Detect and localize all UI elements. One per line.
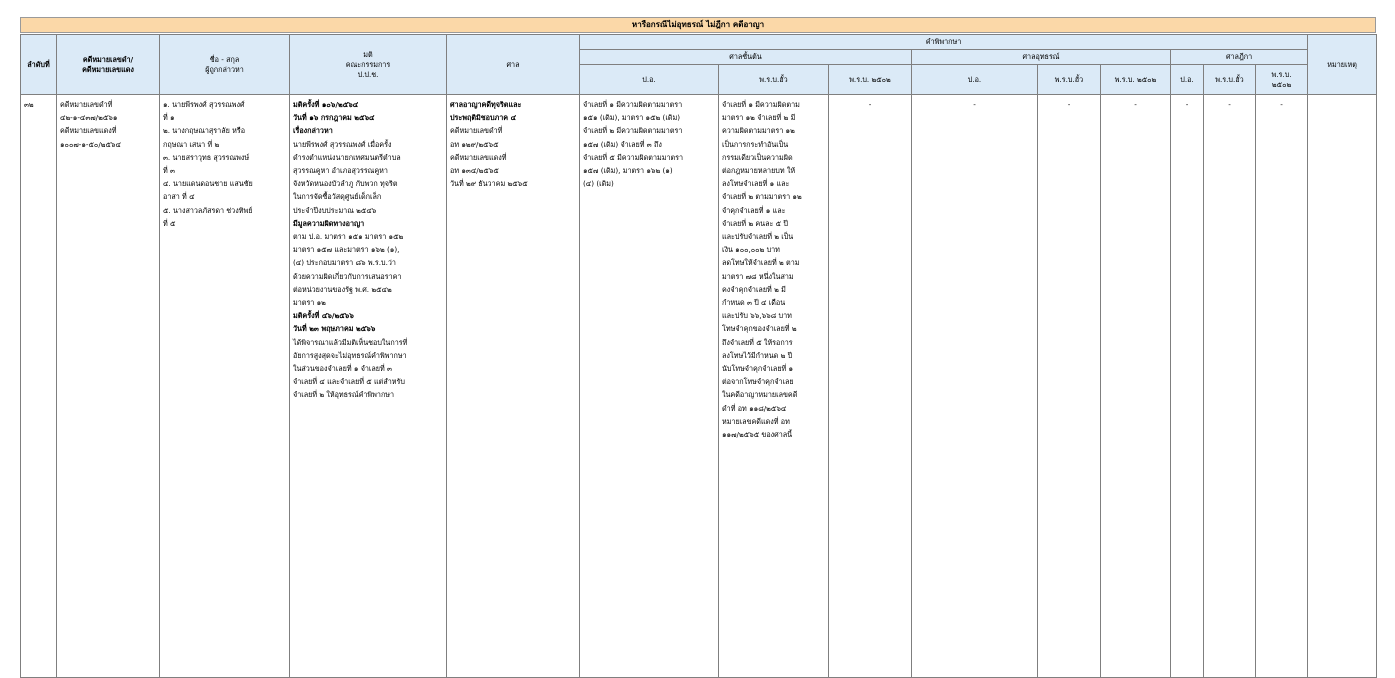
header-case-no: คดีหมายเลขดำ/ คดีหมายเลขแดง xyxy=(57,35,160,95)
cell-appeal-prb2502: - xyxy=(1101,95,1171,678)
text-line: จำเลยที่ ๒ มีความผิดตามมาตรา xyxy=(583,126,683,136)
text-line: ได้พิจารณาแล้วมีมติเห็นชอบในการที่ xyxy=(293,337,408,347)
cell-supreme-prb: - xyxy=(1204,95,1256,678)
text-line: และปรับจำเลยที่ ๒ เป็น xyxy=(722,232,794,242)
text-line: ที่ ๓ xyxy=(163,166,175,176)
cell-seq: ๓๒ xyxy=(21,95,57,678)
header-remark: หมายเหตุ xyxy=(1308,35,1377,95)
header-verdict: คำพิพากษา xyxy=(580,35,1308,50)
text-line: ต่อจากโทษจำคุกจำเลย xyxy=(722,377,794,387)
text-line: นับโทษจำคุกจำเลยที่ ๑ xyxy=(722,364,794,374)
text-line: ถึงจำเลยที่ ๕ ให้รอการ xyxy=(722,337,793,347)
text-line: (๔) ประกอบมาตรา ๘๖ พ.ร.บ.ว่า xyxy=(293,258,396,268)
text-line: ที่ ๕ xyxy=(163,218,176,228)
cell-appeal-prb: - xyxy=(1038,95,1101,678)
text-line: จำเลยที่ ๒ ให้อุทธรณ์คำพิพากษา xyxy=(293,390,395,400)
text-line: ๑๑๗/๒๕๖๕ ของศาลนี้ xyxy=(722,430,793,440)
text-line: ๑๕๗ (เดิม) จำเลยที่ ๓ ถึง xyxy=(583,139,662,149)
text-line: ต่อกฎหมายหลายบท ให้ xyxy=(722,166,796,176)
text-line: (๔) (เดิม) xyxy=(583,179,614,189)
text-line: เรื่องกล่าวหา xyxy=(293,126,333,136)
text-line: กำหนด ๓ ปี ๔ เดือน xyxy=(722,298,786,308)
case-table xyxy=(20,34,1377,678)
header-name: ชื่อ - สกุล ผู้ถูกกล่าวหา xyxy=(160,35,290,95)
cell-first-prb xyxy=(719,95,829,678)
text-line: ๔. นายแดนดอนชาย แสนชัย xyxy=(163,179,253,189)
text-line: มีมูลความผิดทางอาญา xyxy=(293,218,365,228)
header-first-po: ป.อ. xyxy=(580,65,719,95)
text-line: นายพีรพงศ์ สุวรรณพงศ์ เมื่อครั้ง xyxy=(293,139,392,149)
header-supreme-prb: พ.ร.บ.ฮั้ว xyxy=(1204,65,1256,95)
text-line: ๑๕๗ (เดิม), มาตรา ๑๖๒ (๑) xyxy=(583,166,673,176)
text-line: ในคดีอาญาหมายเลขคดี xyxy=(722,390,798,400)
text-line: ๑. นายพีรพงศ์ สุวรรณพงศ์ xyxy=(163,100,245,109)
header-appeal-court: ศาลอุทธรณ์ xyxy=(912,50,1171,65)
text-line: ๒. นางกฤษณาสุราลัย หรือ xyxy=(163,126,246,136)
text-line: เป็นการกระทำอันเป็น xyxy=(722,139,789,149)
text-line: จำเลยที่ ๕ มีความผิดตามมาตรา xyxy=(583,152,684,162)
text-line: ลงโทษจำเลยที่ ๑ และ xyxy=(722,179,790,189)
text-line: ต่อหน่วยงานของรัฐ พ.ศ. ๒๕๔๒ xyxy=(293,284,392,294)
text-line: อาสา ที่ ๔ xyxy=(163,192,195,202)
text-line: จำเลยที่ ๒ คนละ ๕ ปี xyxy=(722,218,788,228)
text-line: ดำที่ อท ๑๑๘/๒๕๖๔ xyxy=(722,403,787,413)
text-line: จำเลยที่ ๑ มีความผิดตามมาตรา xyxy=(583,100,683,109)
text-line: และปรับ ๖๖,๖๖๘ บาท xyxy=(722,311,792,321)
table-title: หารือกรณีไม่อุทธรณ์ ไม่ฎีกา คดีอาญา xyxy=(20,17,1376,33)
text-line: ศาลอาญาคดีทุจริตและ xyxy=(450,100,522,109)
text-line: คดีหมายเลขดำที่ xyxy=(450,126,503,136)
text-line: ในส่วนของจำเลยที่ ๑ จำเลยที่ ๓ xyxy=(293,364,392,374)
text-line: กรรมเดียวเป็นความผิด xyxy=(722,152,793,162)
text-line: จังหวัดหนองบัวลำภู กับพวก ทุจริต xyxy=(293,179,398,189)
text-line: มติครั้งที่ ๑๐๖/๒๕๖๔ xyxy=(293,100,359,109)
text-line: อท ๑๒๙/๒๕๖๕ xyxy=(450,139,499,149)
text-line: มติครั้งที่ ๔๖/๒๕๖๖ xyxy=(293,311,354,321)
header-supreme-po: ป.อ. xyxy=(1171,65,1204,95)
header-seq: ลำดับที่ xyxy=(21,35,57,95)
text-line: หมายเลขคดีแดงที่ อท xyxy=(722,416,790,426)
text-line: ลดโทษให้จำเลยที่ ๒ ตาม xyxy=(722,258,800,268)
table-row xyxy=(21,95,1377,678)
header-court: ศาล xyxy=(447,35,580,95)
text-line: ที่ ๑ xyxy=(163,113,175,123)
text-line: จำเลยที่ ๒ ตามมาตรา ๑๒ xyxy=(722,192,802,202)
text-line: ความผิดตามมาตรา ๑๒ xyxy=(722,126,795,136)
header-appeal-prb2502: พ.ร.บ. ๒๕๐๒ xyxy=(1101,65,1171,95)
header-appeal-po: ป.อ. xyxy=(912,65,1038,95)
header-first-prb2502: พ.ร.บ. ๒๕๐๒ xyxy=(829,65,912,95)
cell-appeal-po: - xyxy=(912,95,1038,678)
header-appeal-prb: พ.ร.บ.ฮั้ว xyxy=(1038,65,1101,95)
text-line: มาตรา ๗๘ หนึ่งในสาม xyxy=(722,271,794,281)
header-supreme-prb2502: พ.ร.บ. ๒๕๐๒ xyxy=(1256,65,1308,95)
text-line: วันที่ ๒๓ พฤษภาคม ๒๕๖๖ xyxy=(293,324,376,334)
text-line: ลงโทษไว้มีกำหนด ๒ ปี xyxy=(722,350,793,360)
text-line: มาตรา ๑๒ จำเลยที่ ๒ มี xyxy=(722,113,796,123)
text-line: วันที่ ๒๙ ธันวาคม ๒๕๖๕ xyxy=(450,179,528,189)
text-line: มาตรา ๑๕๗ และมาตรา ๑๖๒ (๑), xyxy=(293,245,400,255)
text-line: มาตรา ๑๒ xyxy=(293,298,326,308)
text-line: ด้วยความผิดเกี่ยวกับการเสนอราคา xyxy=(293,271,402,281)
header-resolution: มติ คณะกรรมการ ป.ป.ช. xyxy=(290,35,447,95)
text-line: กฤษณา เสนา ที่ ๒ xyxy=(163,139,220,149)
text-line: ดำรงตำแหน่งนายกเทศมนตรีตำบล xyxy=(293,152,401,162)
text-line: ประจำปีงบประมาณ ๒๕๔๖ xyxy=(293,205,377,215)
header-first-court: ศาลชั้นต้น xyxy=(580,50,912,65)
text-line: วันที่ ๑๖ กรกฎาคม ๒๕๖๔ xyxy=(293,113,375,123)
cell-supreme-po: - xyxy=(1171,95,1204,678)
text-line: จำเลยที่ ๔ และจำเลยที่ ๕ แต่สำหรับ xyxy=(293,377,405,387)
text-line: จำคุกจำเลยที่ ๑ และ xyxy=(722,205,786,215)
text-line: โทษจำคุกของจำเลยที่ ๒ xyxy=(722,324,797,334)
header-first-prb: พ.ร.บ.ฮั้ว xyxy=(719,65,829,95)
text-line: ประพฤติมิชอบภาค ๔ xyxy=(450,113,517,123)
text-line: ๑๕๑ (เดิม), มาตรา ๑๕๒ (เดิม) xyxy=(583,113,681,123)
cell-case-no: คดีหมายเลขดำที่ ๔๒-๑-๔๓๗/๒๕๖๑ คดีหมายเลขแดงที่ ๑๐๐๗-๑-๕๐/๒๕๖๔ xyxy=(57,95,160,678)
text-line: อัยการสูงสุดจะไม่อุทธรณ์คำพิพากษา xyxy=(293,350,407,360)
text-line: อท ๑๓๔/๒๕๖๕ xyxy=(450,166,499,176)
text-line: ๕. นางสาวลภัสรดา ช่วงทิพย์ xyxy=(163,205,253,215)
text-line: ๓. นายสราวุทธ สุวรรณพงษ์ xyxy=(163,152,250,162)
cell-first-po xyxy=(580,95,719,678)
text-line: ในการจัดซื้อวัสดุศูนย์เด็กเล็ก xyxy=(293,192,382,202)
cell-names xyxy=(160,95,290,678)
text-line: ตาม ป.อ. มาตรา ๑๕๑ มาตรา ๑๕๒ xyxy=(293,232,404,242)
text-line: สุวรรณคูหา อำเภอสุวรรณคูหา xyxy=(293,166,388,176)
text-line: คดีหมายเลขแดงที่ xyxy=(450,152,507,162)
cell-supreme-prb2502: - xyxy=(1256,95,1308,678)
cell-court xyxy=(447,95,580,678)
cell-resolution xyxy=(290,95,447,678)
header-supreme-court: ศาลฎีกา xyxy=(1171,50,1308,65)
text-line: เงิน ๑๐๐,๐๐๒ บาท xyxy=(722,245,780,255)
cell-first-prb2502: - xyxy=(829,95,912,678)
cell-remark xyxy=(1308,95,1377,678)
text-line: คงจำคุกจำเลยที่ ๒ มี xyxy=(722,284,786,294)
text-line: จำเลยที่ ๑ มีความผิดตาม xyxy=(722,100,800,109)
